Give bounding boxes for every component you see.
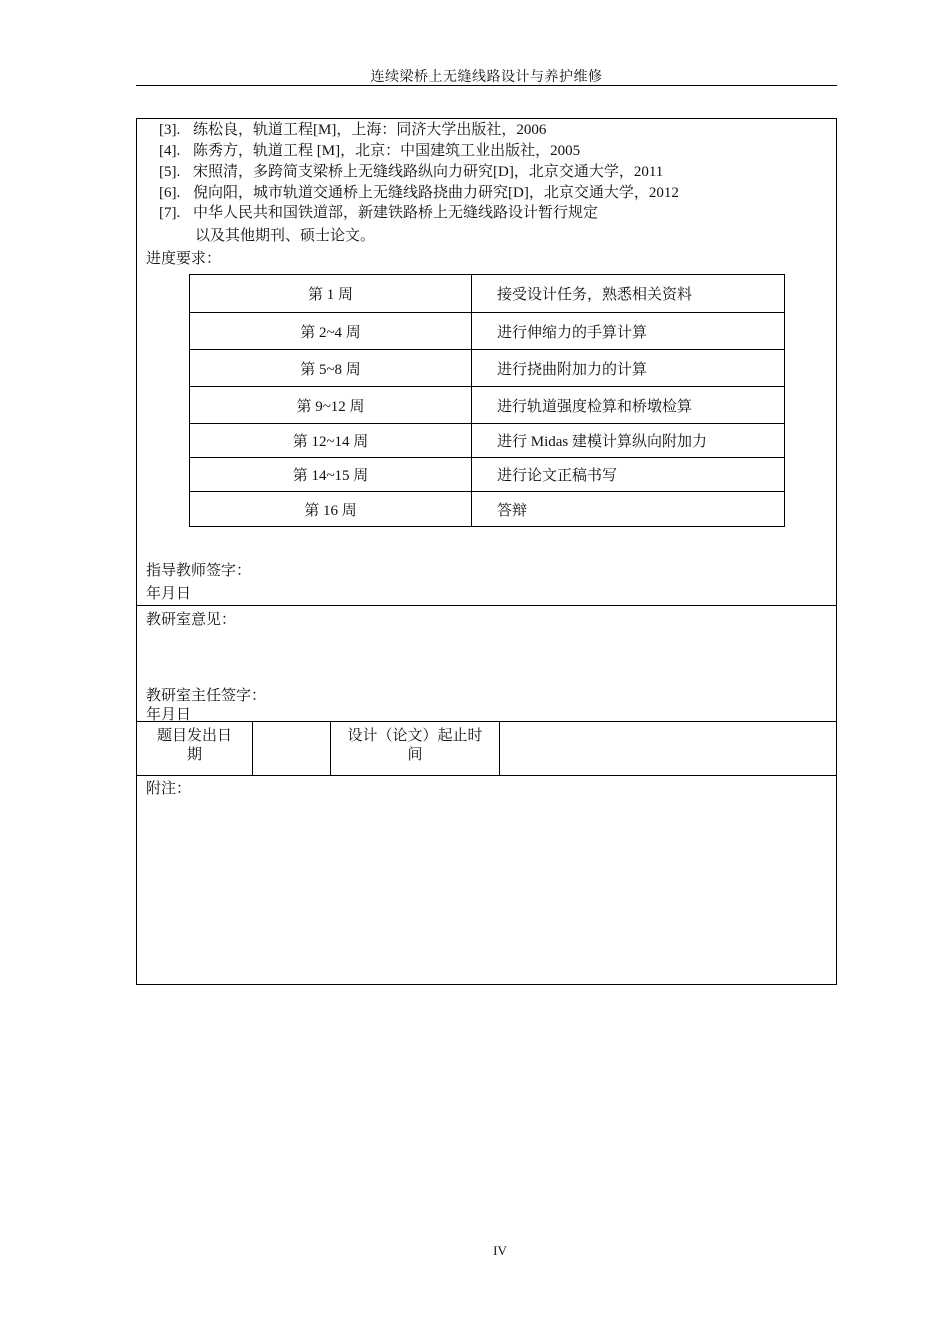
reference-text: 中华人民共和国铁道部，新建铁路桥上无缝线路设计暂行规定 <box>193 205 599 221</box>
schedule-task: 进行伸缩力的手算计算 <box>472 313 785 350</box>
cell-divider <box>499 721 500 775</box>
period-label-line1: 设计（论文）起止时 <box>347 728 483 744</box>
schedule-task: 进行论文正稿书写 <box>472 458 785 492</box>
department-date-label: 年月日 <box>146 707 192 723</box>
cell-divider <box>252 721 253 775</box>
period-label-line2: 间 <box>407 747 423 763</box>
schedule-task: 进行挠曲附加力的计算 <box>472 350 785 387</box>
section-divider <box>137 721 836 722</box>
reference-number: [6]. <box>159 185 181 201</box>
table-row <box>190 424 785 458</box>
issue-date-label <box>137 727 252 765</box>
table-row <box>190 275 785 313</box>
reference-text: 陈秀方，轨道工程 [M]，北京：中国建筑工业出版社，2005 <box>193 143 581 159</box>
schedule-label: 进度要求： <box>146 251 222 267</box>
reference-number: [4]. <box>159 143 181 159</box>
reference-number: [7]. <box>159 205 181 221</box>
references-tail: 以及其他期刊、硕士论文。 <box>195 228 376 244</box>
schedule-week: 第 16 周 <box>190 492 472 527</box>
table-row <box>190 458 785 492</box>
reference-text: 倪向阳，城市轨道交通桥上无缝线路挠曲力研究[D]，北京交通大学，2012 <box>193 185 679 201</box>
advisor-date-label: 年月日 <box>146 586 192 602</box>
schedule-task: 答辩 <box>472 492 785 527</box>
reference-item <box>159 162 663 182</box>
department-opinion-label: 教研室意见： <box>146 612 237 628</box>
task-form <box>136 118 837 985</box>
advisor-sign-label: 指导教师签字： <box>146 563 252 579</box>
reference-item <box>159 203 598 223</box>
schedule-week: 第 14~15 周 <box>190 458 472 492</box>
schedule-week: 第 2~4 周 <box>190 313 472 350</box>
table-row <box>190 492 785 527</box>
issue-date-label-line2: 期 <box>186 747 202 763</box>
reference-number: [5]. <box>159 164 181 180</box>
table-row <box>190 313 785 350</box>
schedule-task: 接受设计任务，熟悉相关资料 <box>472 275 785 313</box>
schedule-week: 第 1 周 <box>190 275 472 313</box>
reference-number: [3]. <box>159 122 181 138</box>
schedule-week: 第 12~14 周 <box>190 424 472 458</box>
reference-item <box>159 141 580 161</box>
schedule-week: 第 9~12 周 <box>190 387 472 424</box>
schedule-week: 第 5~8 周 <box>190 350 472 387</box>
table-row <box>190 350 785 387</box>
schedule-table <box>189 274 785 527</box>
section-divider <box>137 605 836 606</box>
schedule-task: 进行 Midas 建模计算纵向附加力 <box>472 424 785 458</box>
reference-item <box>159 183 679 203</box>
page-number: IV <box>493 1243 507 1258</box>
section-divider <box>137 775 836 776</box>
reference-text: 宋照清，多跨简支梁桥上无缝线路纵向力研究[D]，北京交通大学，2011 <box>193 164 664 180</box>
header-rule <box>136 85 837 86</box>
schedule-task: 进行轨道强度检算和桥墩检算 <box>472 387 785 424</box>
notes-label: 附注： <box>146 781 192 797</box>
period-label <box>331 727 499 765</box>
issue-date-label-line1: 题目发出日 <box>156 728 232 744</box>
department-sign-label: 教研室主任签字： <box>146 688 267 704</box>
page-header-title: 连续梁桥上无缝线路设计与养护维修 <box>370 70 603 85</box>
reference-text: 练松良，轨道工程[M]，上海：同济大学出版社，2006 <box>193 122 547 138</box>
table-row <box>190 387 785 424</box>
reference-item <box>159 120 546 140</box>
